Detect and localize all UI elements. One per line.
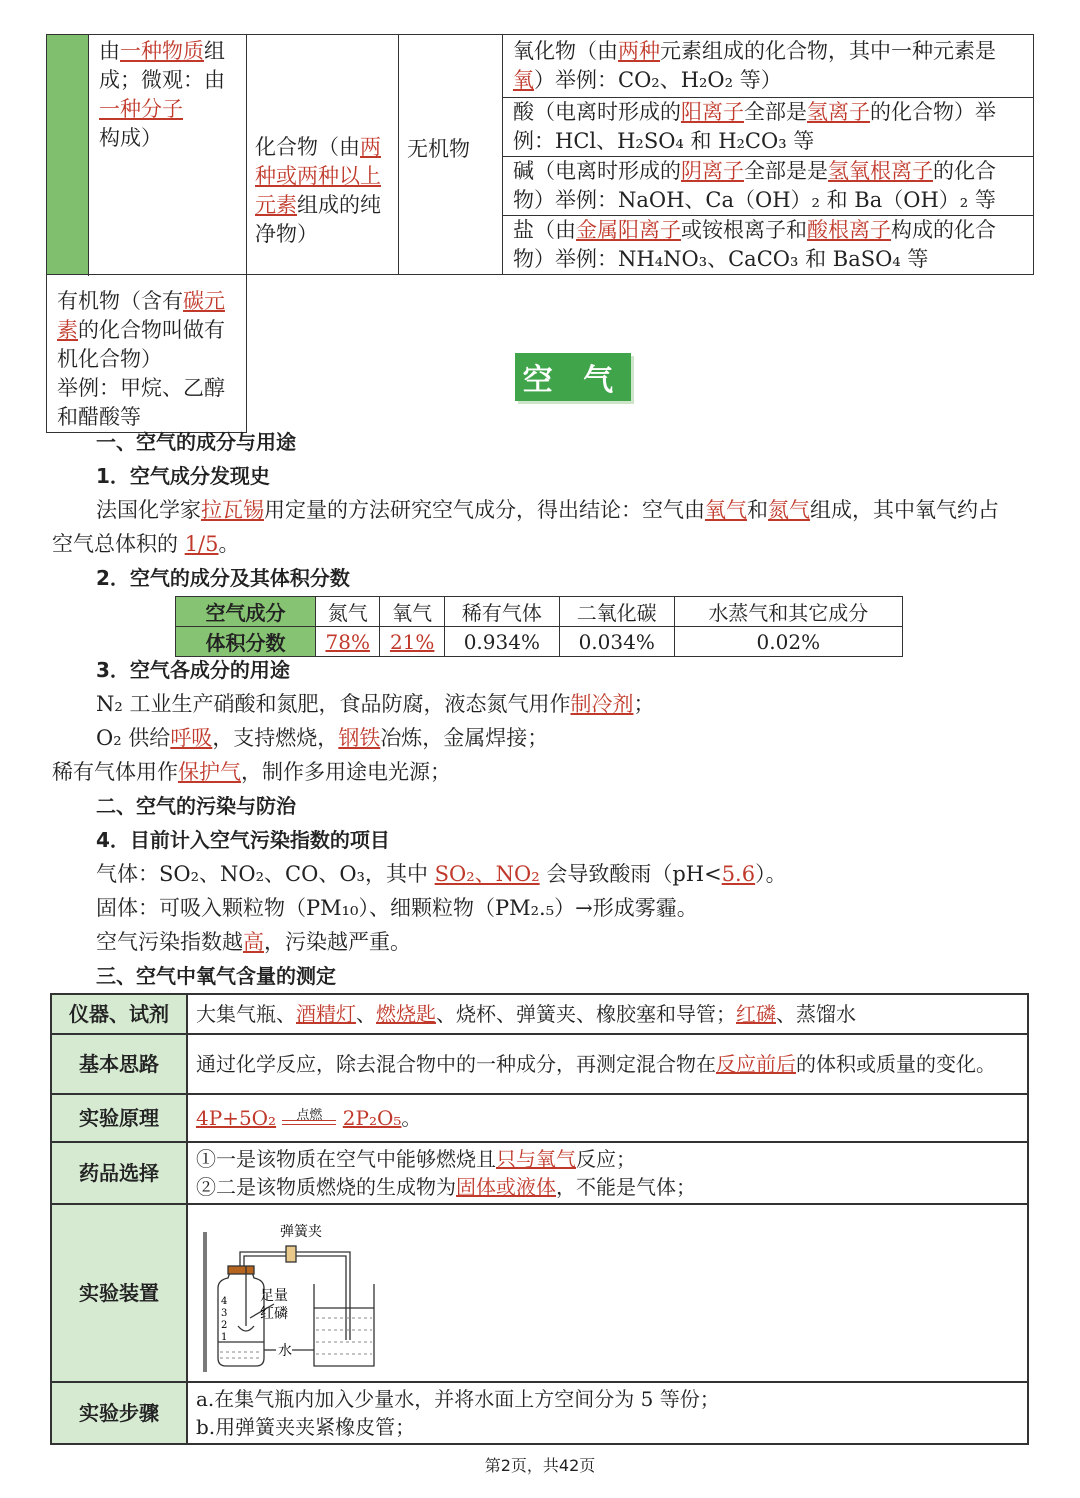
key-term: 拉瓦锡 — [201, 498, 264, 522]
cell-text: 无机物 — [407, 137, 470, 161]
equation-reactants: 4P+5O₂ — [196, 1106, 277, 1130]
row-label: 体积分数 — [176, 627, 316, 657]
key-term: 氧气 — [705, 498, 747, 522]
key-term: 阳离子 — [681, 100, 744, 124]
table-row — [51, 1142, 1028, 1204]
text: 、 — [356, 1002, 376, 1026]
row-content — [187, 994, 1028, 1034]
fig-label-clip: 弹簧夹 — [280, 1224, 322, 1240]
key-term: 反应前后 — [716, 1052, 796, 1076]
cell-text: 全部是是 — [744, 159, 828, 183]
text: N₂ 工业生产硝酸和氮肥，食品防腐，液态氮气用作 — [96, 692, 571, 716]
fraction-cell: 78% — [316, 627, 380, 657]
experiment-table — [50, 993, 1029, 1445]
header-label: 空气成分 — [176, 597, 316, 627]
table-row — [51, 994, 1028, 1034]
key-term: 5.6 — [721, 862, 756, 886]
table-row — [176, 627, 903, 657]
key-term: 红磷 — [736, 1002, 776, 1026]
paragraph-history-line1 — [96, 495, 999, 525]
key-term: 呼吸 — [170, 726, 213, 750]
fraction-cell: 0.02% — [674, 627, 902, 657]
cell-text: 盐（由 — [513, 218, 576, 242]
section-title: 空 气 — [515, 353, 631, 401]
fraction-cell: 0.034% — [559, 627, 674, 657]
cell-text: 全部是 — [744, 100, 807, 124]
text: ； — [633, 692, 655, 716]
text: ，不能是气体； — [556, 1175, 696, 1199]
heading-3: 三、空气中氧气含量的测定 — [96, 964, 336, 988]
text: 反应； — [576, 1147, 636, 1171]
rare-gas-uses — [52, 757, 451, 787]
key-term: 酒精灯 — [296, 1002, 356, 1026]
fig-label-phosphorus-1: 足量 — [260, 1288, 288, 1304]
single-substance-cell — [89, 35, 247, 275]
base-cell — [503, 157, 1034, 216]
key-term: 制冷剂 — [570, 692, 634, 716]
text: 会导致酸雨（pH< — [539, 862, 722, 886]
text: 组成，其中氧气约占 — [810, 498, 999, 522]
text: 用定量的方法研究空气成分，得出结论：空气由 — [264, 498, 705, 522]
key-term: 氢氧根离子 — [828, 159, 933, 183]
key-term: 金属阳离子 — [576, 218, 681, 242]
n2-uses — [96, 689, 654, 719]
table-row — [51, 1204, 1028, 1382]
key-term: SO₂、NO₂ — [434, 862, 540, 886]
cell-text: 的化合物）举例：HCl、H₂SO₄ 和 H₂CO₃ 等 — [513, 100, 996, 153]
heading-1: 一、空气的成分与用途 — [96, 430, 296, 454]
reaction-condition — [282, 1108, 336, 1132]
pollution-index — [96, 927, 411, 957]
fig-label-phosphorus-2: 红磷 — [260, 1306, 288, 1322]
scale-mark: 4 — [221, 1296, 228, 1307]
salt-cell — [503, 216, 1034, 275]
scale-mark: 3 — [221, 1308, 228, 1319]
fraction-cell: 0.934% — [444, 627, 559, 657]
scale-mark: 1 — [221, 1332, 228, 1343]
compound-cell — [247, 35, 399, 275]
o2-uses — [96, 723, 548, 753]
key-term: 一种分子 — [99, 97, 183, 121]
equation-line — [282, 1120, 336, 1121]
equation-line — [282, 1124, 336, 1125]
text: 、蒸馏水 — [776, 1002, 856, 1026]
text: ，污染越严重。 — [264, 930, 411, 954]
key-term: 燃烧匙 — [376, 1002, 436, 1026]
key-term: 只与氧气 — [496, 1147, 576, 1171]
component-cell: 氧气 — [380, 597, 444, 627]
cell-text: 酸（电离时形成的 — [513, 100, 681, 124]
row-content — [187, 1094, 1028, 1142]
oxide-cell — [503, 35, 1034, 98]
cell-text: 氧化物（由 — [513, 39, 618, 63]
row-label: 药品选择 — [51, 1142, 187, 1204]
table-row — [51, 1094, 1028, 1142]
scale-mark: 2 — [221, 1320, 228, 1331]
text: ①一是该物质在空气中能够燃烧且 — [196, 1147, 496, 1171]
cell-text: 构成） — [99, 126, 162, 150]
table-row — [51, 1034, 1028, 1094]
cell-text: 的化合物叫做有机化合物） — [57, 318, 225, 371]
text: 。 — [218, 532, 240, 556]
paragraph-history-line2 — [52, 529, 239, 559]
apparatus-diagram — [196, 1208, 386, 1378]
step-b: b.用弹簧夹夹紧橡皮管； — [196, 1415, 416, 1439]
key-term: 氧 — [513, 68, 534, 92]
text: 的体积或质量的变化。 — [796, 1052, 996, 1076]
component-cell: 二氧化碳 — [559, 597, 674, 627]
inorganic-cell — [399, 35, 503, 275]
fig-label-water: 水 — [278, 1343, 292, 1359]
equation-products: 2P₂O₅ — [342, 1106, 402, 1130]
component-cell: 水蒸气和其它成分 — [674, 597, 902, 627]
text: 。 — [401, 1106, 422, 1130]
text: 法国化学家 — [96, 498, 201, 522]
cell-text: 由 — [99, 39, 120, 63]
text: 气体：SO₂、NO₂、CO、O₃，其中 — [96, 862, 435, 886]
cell-text: 元素组成的化合物，其中一种元素是 — [660, 39, 996, 63]
cell-text: 举例：甲烷、乙醇和醋酸等 — [57, 376, 225, 429]
text: 通过化学反应，除去混合物中的一种成分，再测定混合物在 — [196, 1052, 716, 1076]
heading-2: 二、空气的污染与防治 — [96, 794, 296, 818]
cell-text: 或铵根离子和 — [681, 218, 807, 242]
row-content — [187, 1204, 1028, 1382]
cell-text: 构成的化合物）举例：NH₄NO₃、CaCO₃ 和 BaSO₄ 等 — [513, 218, 996, 271]
key-term: 阴离子 — [681, 159, 744, 183]
key-term: 两种或两种以上元素 — [255, 135, 381, 217]
row-label: 仪器、试剂 — [51, 994, 187, 1034]
text: ②二是该物质燃烧的生成物为 — [196, 1175, 456, 1199]
key-term: 一种物质 — [120, 39, 204, 63]
text: 和 — [747, 498, 768, 522]
row-label: 实验装置 — [51, 1204, 187, 1382]
component-cell: 氮气 — [316, 597, 380, 627]
key-term: 固体或液体 — [456, 1175, 556, 1199]
row-label: 实验原理 — [51, 1094, 187, 1142]
key-term: 两种 — [618, 39, 660, 63]
step-a: a.在集气瓶内加入少量水，并将水面上方空间分为 5 等份； — [196, 1387, 720, 1411]
row-content — [187, 1382, 1028, 1444]
cell-text: 化合物（由 — [255, 135, 360, 159]
key-term: 钢铁 — [338, 726, 381, 750]
table-row — [51, 1382, 1028, 1444]
row-content — [187, 1142, 1028, 1204]
key-term: 酸根离子 — [807, 218, 891, 242]
heading-1-2: 2．空气的成分及其体积分数 — [96, 566, 350, 590]
page-footer: 第2页，共42页 — [484, 1456, 596, 1475]
heading-2-4: 4．目前计入空气污染指数的项目 — [96, 828, 390, 852]
fraction-cell: 21% — [380, 627, 444, 657]
row-label: 基本思路 — [51, 1034, 187, 1094]
key-term: 碳元素 — [57, 289, 225, 342]
acid-cell — [503, 98, 1034, 157]
key-term: 氮气 — [768, 498, 810, 522]
organic-cell — [47, 275, 247, 433]
text: 空气污染指数越 — [96, 930, 243, 954]
cell-text: 的化合物）举例：NaOH、Ca（OH）₂ 和 Ba（OH）₂ 等 — [513, 159, 996, 212]
text: 冶炼，金属焊接； — [380, 726, 549, 750]
text: O₂ 供给 — [96, 726, 171, 750]
text: ，支持燃烧， — [212, 726, 339, 750]
key-term: 氢离子 — [807, 100, 870, 124]
text: ）。 — [755, 862, 787, 886]
heading-1-1: 1．空气成分发现史 — [96, 464, 270, 488]
solid-pollutants: 固体：可吸入颗粒物（PM₁₀）、细颗粒物（PM₂.₅）→形成雾霾。 — [96, 896, 698, 920]
key-term: 保护气 — [178, 760, 241, 784]
cell-text: 组成；微观：由 — [99, 39, 225, 92]
text: 稀有气体用作 — [52, 760, 178, 784]
heading-1-3: 3．空气各成分的用途 — [96, 658, 290, 682]
key-term: 高 — [243, 930, 264, 954]
key-term: 1/5 — [184, 532, 219, 556]
text: 、烧杯、弹簧夹、橡胶塞和导管； — [436, 1002, 736, 1026]
cell-text: ）举例：CO₂、H₂O₂ 等） — [534, 68, 782, 92]
component-cell: 稀有气体 — [444, 597, 559, 627]
cell-text: 有机物（含有 — [57, 289, 183, 313]
row-label: 实验步骤 — [51, 1382, 187, 1444]
table-row — [176, 597, 903, 627]
row-content — [187, 1034, 1028, 1094]
cell-text: 碱（电离时形成的 — [513, 159, 681, 183]
text: 空气总体积的 — [52, 532, 185, 556]
text: 大集气瓶、 — [196, 1002, 296, 1026]
cell-text: 组成的纯净物） — [255, 193, 381, 246]
condition-label: 点燃 — [296, 1107, 323, 1123]
text: ，制作多用途电光源； — [241, 760, 451, 784]
gas-pollutants — [96, 859, 787, 889]
composition-table — [175, 596, 903, 657]
table-margin-cell — [47, 35, 89, 275]
